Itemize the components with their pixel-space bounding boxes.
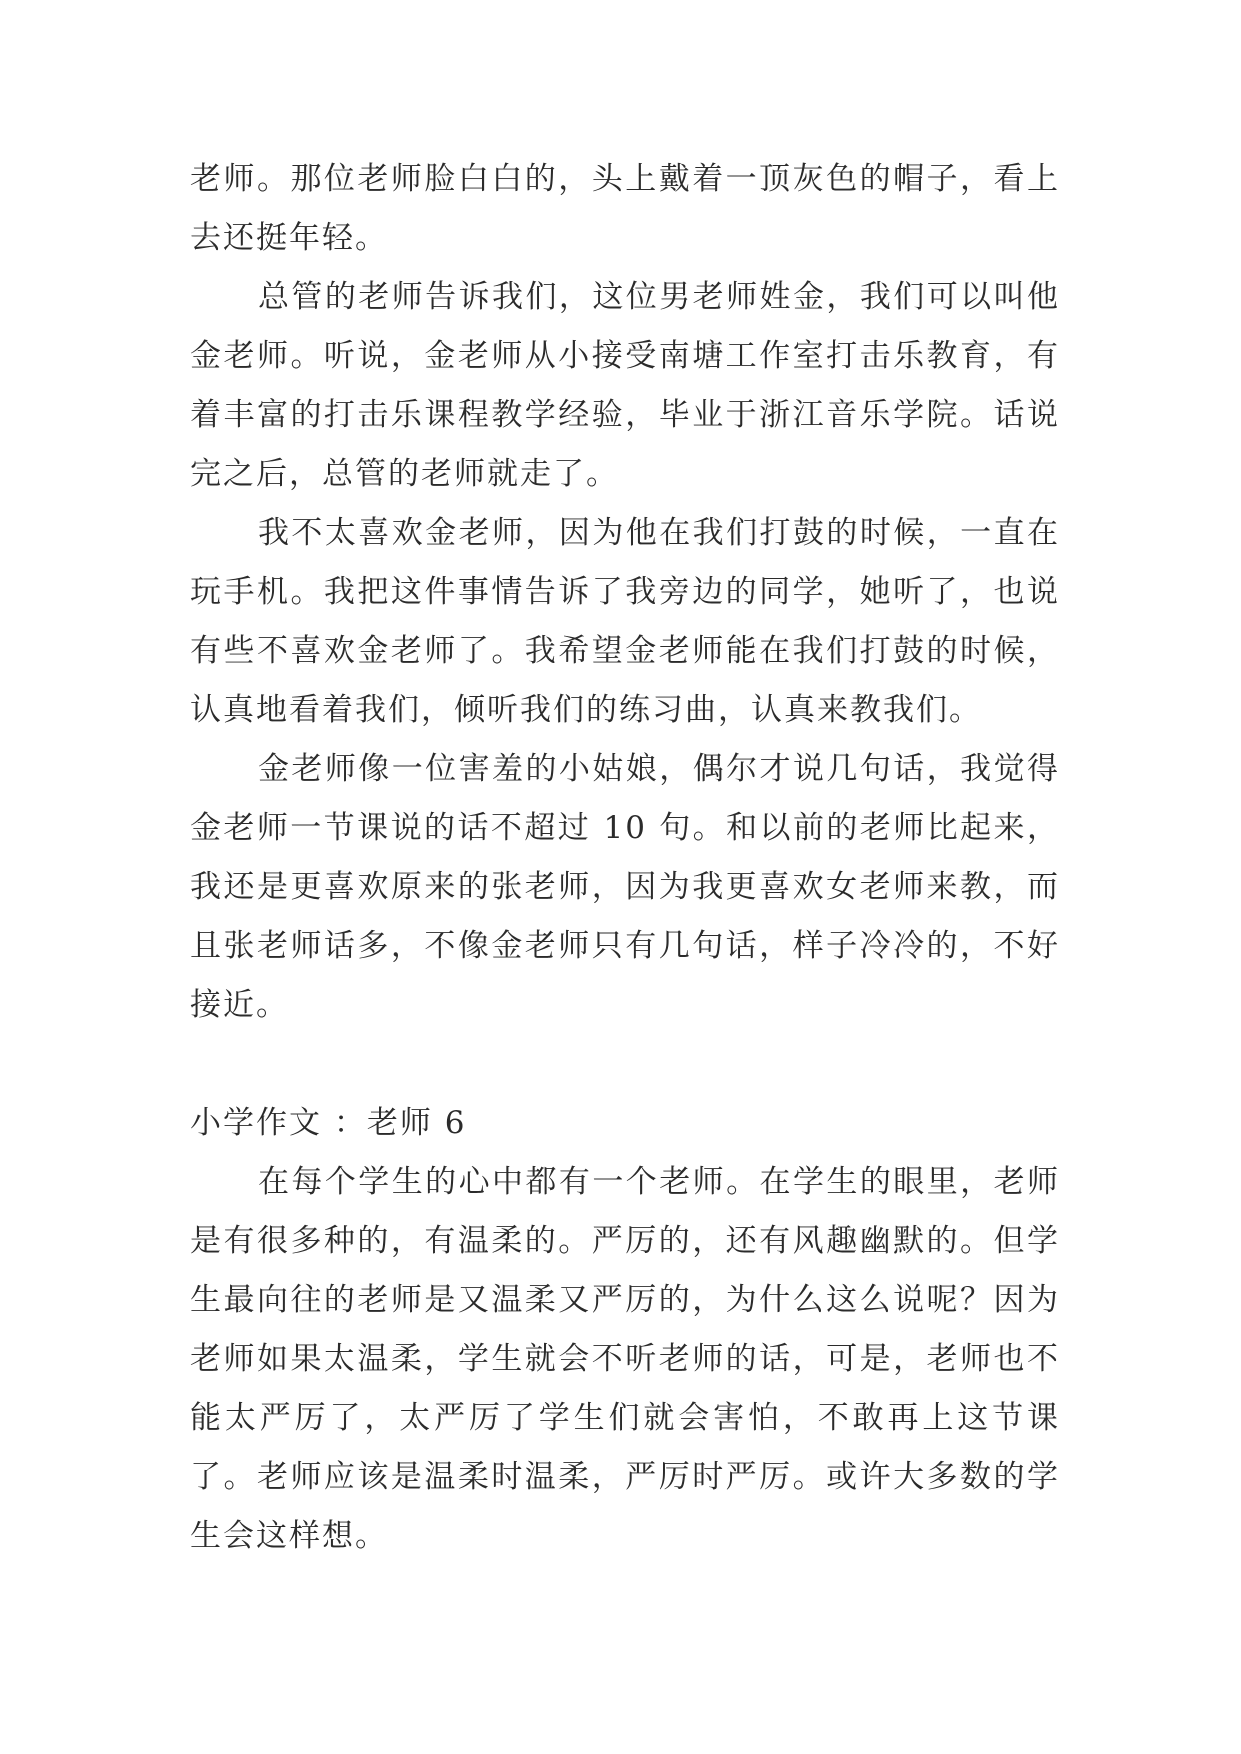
section-heading: 小学作文 ：老师 6 <box>190 1105 467 1141</box>
section-spacer <box>190 1035 1060 1094</box>
paragraph-5: 在每个学生的心中都有一个老师。在学生的眼里，老师是有很多种的，有温柔的。严厉的，还有风趣幽默的。但学生最向往的老师是又温柔又严厉的，为什么这么说呢？因为老师如果太温柔，学生就会不听老师的话，可是，老师也不能太严厉了，太严厉了学生们就会害怕，不敢再上这节课了。老师应该是温柔时温柔，严厉时严厉。或许大多数的学生会这样想。 <box>190 1164 1060 1554</box>
paragraph-1: 老师。那位老师脸白白的，头上戴着一顶灰色的帽子，看上去还挺年轻。 <box>190 161 1060 256</box>
paragraph-3: 我不太喜欢金老师，因为他在我们打鼓的时候，一直在玩手机。我把这件事情告诉了我旁边的同学，她听了，也说有些不喜欢金老师了。我希望金老师能在我们打鼓的时候，认真地看着我们，倾听我们的练习曲，认真来教我们。 <box>190 515 1060 728</box>
paragraph-4: 金老师像一位害羞的小姑娘，偶尔才说几句话，我觉得金老师一节课说的话不超过 10 句。和以前的老师比起来，我还是更喜欢原来的张老师，因为我更喜欢女老师来教，而且张老师话多，不像金老师只有几句话，样子冷冷的，不好接近。 <box>190 751 1060 1023</box>
paragraph-2: 总管的老师告诉我们，这位男老师姓金，我们可以叫他金老师。听说，金老师从小接受南塘工作室打击乐教育，有着丰富的打击乐课程教学经验，毕业于浙江音乐学院。话说完之后，总管的老师就走了。 <box>190 279 1060 492</box>
document-page <box>190 150 1060 1566</box>
